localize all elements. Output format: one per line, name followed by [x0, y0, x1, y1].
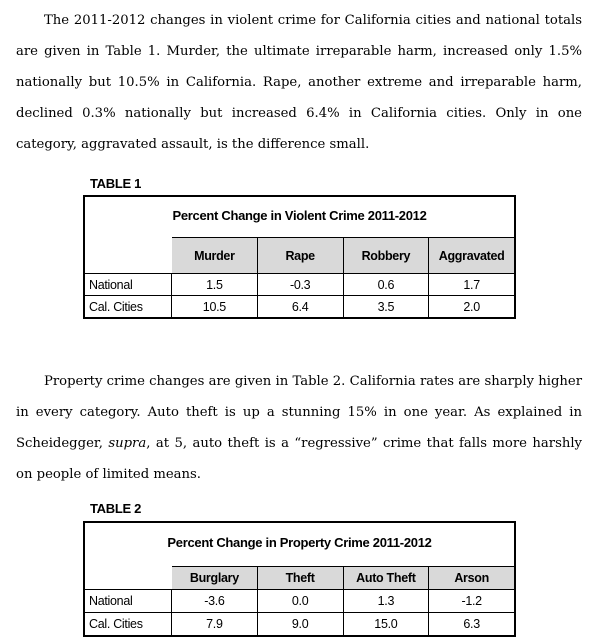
table-1-header-row	[172, 237, 514, 273]
table-cell: 1.3	[344, 590, 430, 612]
table-cell: 6.3	[463, 617, 480, 631]
row-label: Cal. Cities	[85, 613, 172, 635]
table-cell: -1.2	[461, 594, 482, 608]
paragraph-text: Property crime changes are given in Table 2. California rates are sharply higher in every category. Auto theft is up a stunning 15% in one year. As explained in Scheidegger,	[16, 374, 582, 451]
table-2-label: TABLE 2	[90, 501, 142, 516]
table-cell: 10.5	[172, 296, 258, 317]
column-header-aggravated: Aggravated	[438, 248, 505, 263]
table-1-label: TABLE 1	[90, 176, 142, 191]
table-row-cal-cities	[85, 295, 514, 317]
table-property-crime	[83, 521, 516, 637]
table-cell: 7.9	[172, 613, 258, 635]
paragraph-text: , at 5, auto theft is a “regressive” crime that falls more harshly on people of limited means.	[16, 436, 583, 482]
table-cell: -3.6	[172, 590, 258, 612]
column-header-burglary: Burglary	[172, 567, 258, 589]
table-2-header-row	[172, 566, 514, 589]
table-violent-crime	[83, 195, 516, 319]
table-cell: 15.0	[344, 613, 430, 635]
table-cell: 6.4	[258, 296, 344, 317]
table-row-national	[85, 273, 514, 295]
table-cell: 9.0	[258, 613, 344, 635]
paragraph-violent-crime: The 2011-2012 changes in violent crime for California cities and national totals are given in Table 1. Murder, the ultimate irreparable harm, increased only 1.5% nationally but 10.5% in California. Rape, another extreme and irreparable harm, declined 0.3% nationally but increased 6.4% in California cities. Only in one category, aggravated assault, is the difference small.	[16, 13, 582, 152]
row-label: Cal. Cities	[85, 296, 172, 317]
row-label: National	[85, 274, 172, 295]
paragraph-property-crime	[16, 366, 582, 490]
column-header-murder: Murder	[172, 238, 258, 273]
table-cell: 0.0	[258, 590, 344, 612]
table-cell: 3.5	[344, 296, 430, 317]
column-header-arson: Arson	[454, 571, 489, 585]
table-cell: 0.6	[344, 274, 430, 295]
column-header-rape: Rape	[258, 238, 344, 273]
table-cell: 2.0	[463, 299, 480, 314]
table-cell: 1.5	[172, 274, 258, 295]
table-row-national	[85, 589, 514, 612]
column-header-auto-theft: Auto Theft	[344, 567, 430, 589]
column-header-theft: Theft	[258, 567, 344, 589]
table-1-title: Percent Change in Violent Crime 2011-2012	[172, 208, 427, 223]
table-row-cal-cities	[85, 612, 514, 635]
row-label: National	[85, 590, 172, 612]
table-2-title: Percent Change in Property Crime 2011-2012	[167, 535, 432, 550]
italic-citation: supra	[108, 436, 147, 451]
table-cell: 1.7	[463, 277, 480, 292]
table-cell: -0.3	[258, 274, 344, 295]
column-header-robbery: Robbery	[344, 238, 430, 273]
